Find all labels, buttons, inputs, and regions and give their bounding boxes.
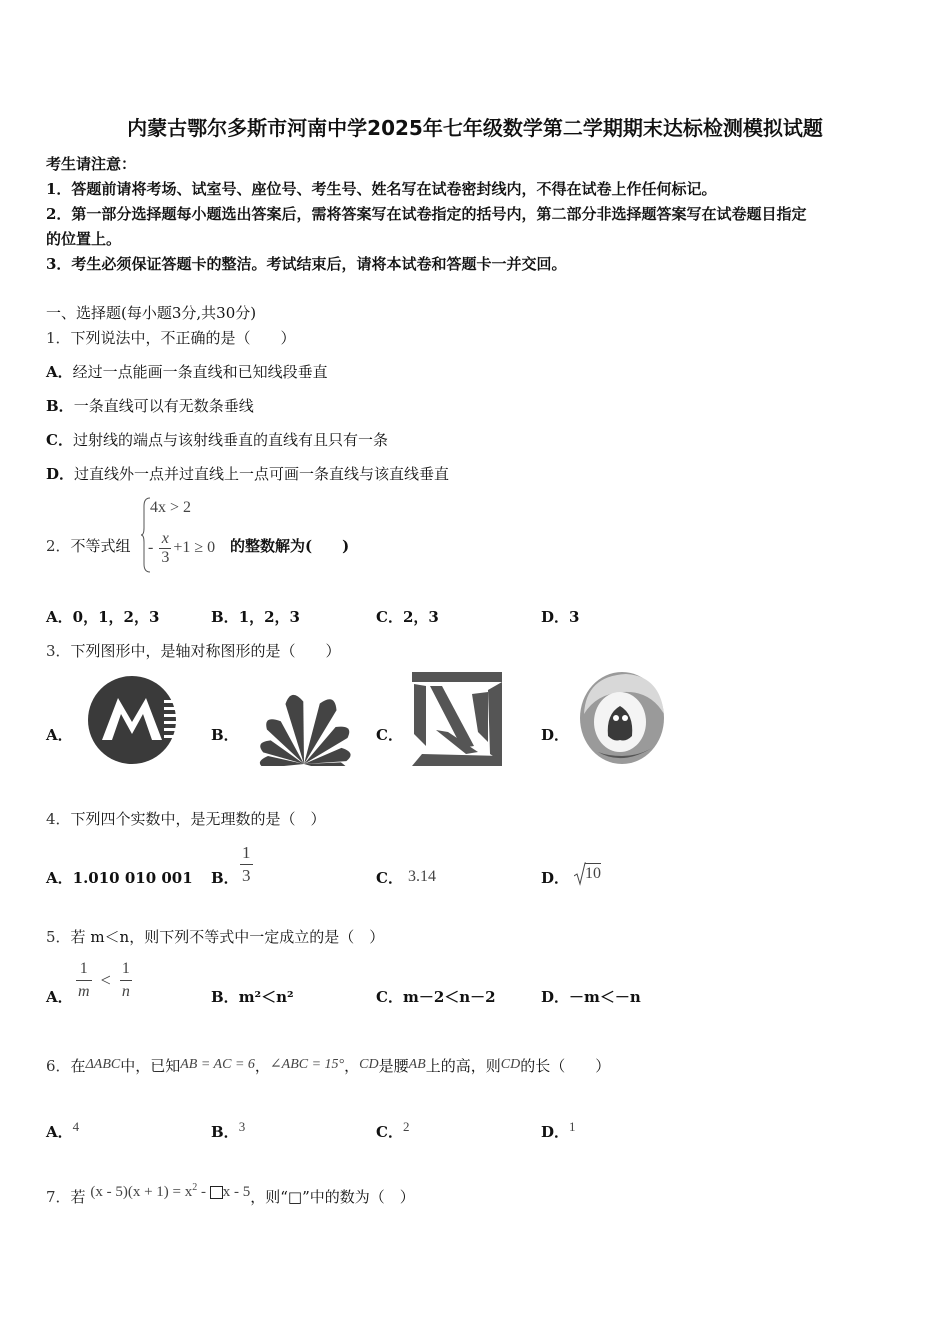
qq-circle-logo-icon[interactable] [578, 670, 666, 770]
segment-cd-2: CD [500, 1057, 521, 1072]
notice-item-1: 1．答题前请将考场、试室号、座位号、考生号、姓名写在试卷密封线内，不得在试卷上作任何标记。 [46, 180, 717, 198]
question-number: 4． [46, 810, 71, 828]
q6-option-a[interactable]: A．4 [46, 1119, 80, 1141]
q4-option-c-value[interactable]: 3.14 [408, 868, 436, 885]
q3-option-c-label[interactable]: C． [376, 726, 403, 744]
q4-option-d-label[interactable]: D． [541, 869, 570, 887]
question-stem: 不等式组 [70, 537, 131, 555]
inequality-system [140, 496, 232, 574]
q2-option-d[interactable]: D．3 [541, 608, 580, 626]
segment-cd: CD [359, 1057, 379, 1072]
inequality-2 [148, 530, 215, 567]
question-stem: 下列说法中，不正确的是（ ） [70, 329, 296, 347]
q6-option-d[interactable]: D．1 [541, 1119, 576, 1141]
section-heading: 一、选择题(每小题3分,共30分) [46, 304, 257, 322]
notice-heading: 考生请注意： [46, 155, 137, 173]
q3-option-a-label[interactable]: A． [46, 726, 73, 744]
denominator: 3 [161, 549, 170, 566]
notice-item-3: 3．考生必须保证答题卡的整洁。考试结束后，请将本试卷和答题卡一并交回。 [46, 255, 567, 273]
question-7: 7．若 $(x - 5)(x + 1) = x^2 - x - 5$，则“□”中的数为（ ） [46, 1182, 415, 1206]
question-number: 2． [46, 537, 71, 555]
q6-option-c[interactable]: C．2 [376, 1119, 410, 1141]
fraction-1: $\frac{1}{m}$ [76, 958, 92, 1003]
question-4 [46, 808, 326, 829]
question-5 [46, 926, 384, 947]
option-label: C． [46, 431, 73, 449]
q1-option-a[interactable] [46, 361, 328, 382]
question-6: 6．在ΔABC中，已知AB = AC = 6，∠ABC = 15°，CD是腰AB上的高，则CD的长（ ） [46, 1057, 611, 1075]
question-stem: 若 m＜n，则下列不等式中一定成立的是（ ） [70, 928, 385, 946]
numerator: x [161, 530, 169, 547]
question-number: 3． [46, 642, 71, 660]
angle-abc: ∠ABC = 15° [269, 1057, 345, 1072]
option-label: A． [46, 363, 73, 381]
q1-option-d[interactable] [46, 463, 449, 484]
equal-sides: AB = AC = 6 [180, 1057, 255, 1072]
question-3 [46, 640, 341, 661]
huawei-logo-icon[interactable] [247, 680, 361, 770]
q3-option-b-label[interactable]: B． [211, 726, 239, 744]
letter-z-square-logo-icon[interactable] [412, 672, 502, 770]
fraction-2: $\frac{1}{n}$ [120, 958, 132, 1003]
option-text: 过直线外一点并过直线上一点可画一条直线与该直线垂直 [74, 465, 450, 483]
q2-option-c[interactable]: C．2，3 [376, 608, 439, 626]
triangle-abc: ΔABC [85, 1057, 121, 1072]
q5-option-a-label[interactable]: A． [46, 988, 73, 1006]
notice-item-2: 2．第一部分选择题每小题选出答案后，需将答案写在试卷指定的括号内，第二部分非选择题答案写在试卷题目指定 [46, 205, 807, 223]
notice-item-2-cont: 的位置上。 [46, 230, 122, 248]
inequality-1: 4x > 2 [150, 499, 192, 516]
question-number: 6． [46, 1057, 71, 1075]
option-label: B． [46, 397, 74, 415]
q5-option-c[interactable]: C．m－2＜n－2 [376, 988, 496, 1006]
equation: $(x - 5)(x + 1) = x^2 - x - 5$ [90, 1182, 251, 1200]
segment-ab: AB [408, 1057, 426, 1072]
question-1 [46, 327, 296, 348]
china-merchants-logo-icon[interactable] [86, 674, 184, 770]
blank-box [210, 1186, 223, 1199]
q4-option-c-label[interactable]: C． [376, 869, 403, 887]
question-number: 7． [46, 1188, 71, 1206]
option-text: 一条直线可以有无数条垂线 [73, 397, 254, 415]
q4-option-b-fraction[interactable] [240, 842, 253, 887]
q5-option-d[interactable]: D．－m＜－n [541, 988, 641, 1006]
fraction: $\frac{1}{3}$ [242, 843, 251, 885]
option-label: D． [46, 465, 75, 483]
less-than: < [100, 970, 111, 990]
q5-option-b[interactable]: B．m²＜n² [211, 988, 294, 1006]
question-2-stem-end: 的整数解为( ) [230, 537, 350, 555]
q6-option-b[interactable]: B．3 [211, 1119, 246, 1141]
radicand: 10 [585, 865, 601, 882]
question-2 [46, 535, 131, 556]
q4-option-a[interactable]: A．1.010 010 001 [46, 869, 193, 887]
minus-sign: - [148, 539, 154, 557]
fraction [159, 530, 171, 567]
option-text: 过射线的端点与该射线垂直的直线有且只有一条 [72, 431, 388, 449]
q1-option-c[interactable] [46, 429, 388, 450]
q2-option-b[interactable]: B．1，2，3 [211, 608, 300, 626]
q3-option-d-label[interactable]: D． [541, 726, 570, 744]
q2-option-a[interactable]: A．0，1，2，3 [46, 608, 160, 626]
question-stem: 下列图形中，是轴对称图形的是（ ） [70, 642, 341, 660]
question-number: 5． [46, 928, 71, 946]
option-text: 经过一点能画一条直线和已知线段垂直 [72, 363, 328, 381]
page-title: 内蒙古鄂尔多斯市河南中学2025年七年级数学第二学期期末达标检测模拟试题 [127, 116, 823, 140]
question-stem: 下列四个实数中，是无理数的是（ ） [70, 810, 326, 828]
inequality-2-rest: +1 ≥ 0 [173, 539, 216, 557]
q5-option-a-expr[interactable] [76, 958, 132, 1003]
question-number: 1． [46, 329, 71, 347]
q4-option-b-label[interactable]: B． [211, 869, 239, 887]
q1-option-b[interactable] [46, 395, 254, 416]
